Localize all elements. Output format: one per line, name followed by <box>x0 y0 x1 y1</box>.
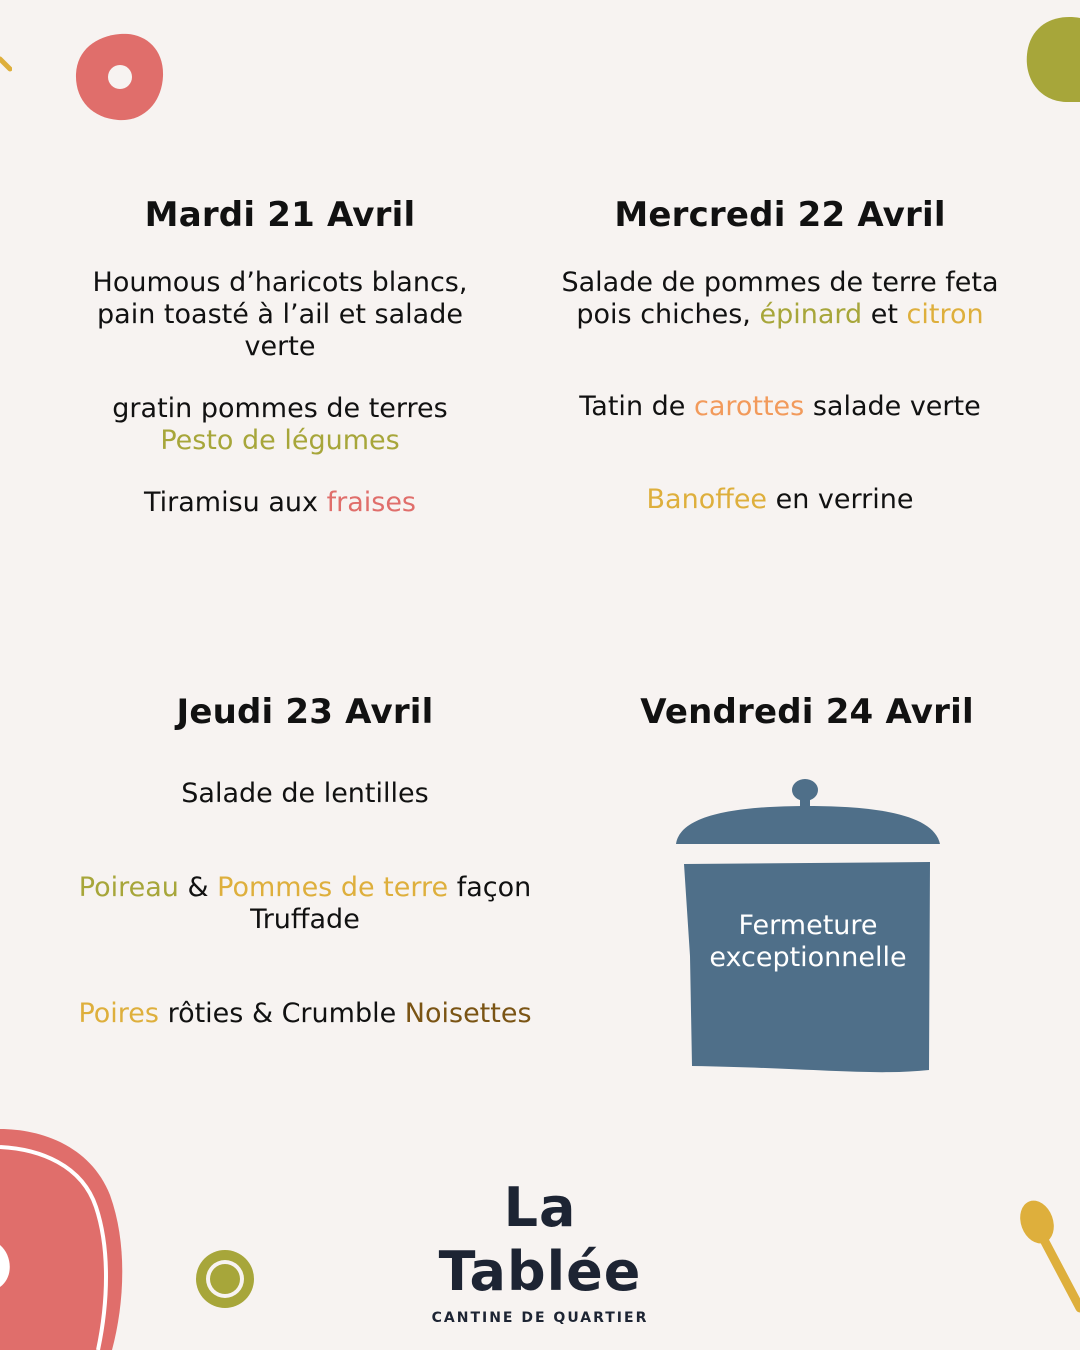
dish-highlight: épinard <box>759 299 863 330</box>
dish-main <box>60 872 550 936</box>
closure-line: exceptionnelle <box>709 942 907 973</box>
dish-text: pois chiches, <box>576 299 760 330</box>
dish-highlight: carottes <box>693 391 805 422</box>
day-title: Mercredi 22 Avril <box>614 195 946 235</box>
day-wednesday <box>550 195 1010 535</box>
dish-text: Tiramisu aux <box>144 487 327 518</box>
dish-text: Tatin de <box>579 391 694 422</box>
brand-logo <box>410 1176 670 1326</box>
dish-main <box>550 391 1010 423</box>
day-title: Mardi 21 Avril <box>144 195 416 235</box>
dish-text: gratin pommes de terres <box>112 393 448 424</box>
dish-highlight: citron <box>906 299 984 330</box>
yellow-stroke-icon <box>0 55 12 81</box>
dish-text: rôties & Crumble <box>158 998 405 1029</box>
brand-name: La Tablée <box>438 1176 642 1303</box>
dish-text: Salade de lentilles <box>181 778 429 809</box>
dish-highlight: fraises <box>326 487 416 518</box>
dish-starter <box>550 267 1010 331</box>
closure-notice <box>690 910 926 974</box>
brand-tagline: CANTINE DE QUARTIER <box>431 1310 649 1326</box>
dish-text: façon <box>448 872 532 903</box>
dish-highlight: Pesto de légumes <box>160 425 400 456</box>
dish-main <box>80 393 480 457</box>
dish-starter <box>60 778 550 810</box>
dish-dessert <box>550 484 1010 516</box>
day-tuesday <box>80 195 480 535</box>
red-plate-icon <box>0 1125 130 1350</box>
dish-highlight: Poires <box>78 998 159 1029</box>
dish-highlight: Banoffee <box>646 484 768 515</box>
red-donut-icon <box>70 30 170 126</box>
dish-text: en verrine <box>767 484 914 515</box>
olive-ring-icon <box>194 1248 256 1310</box>
day-title: Jeudi 23 Avril <box>176 692 434 732</box>
dish-highlight: Noisettes <box>404 998 532 1029</box>
closure-line: Fermeture <box>738 910 878 941</box>
olive-blob-icon <box>1024 14 1080 106</box>
dish-text: Truffade <box>250 904 360 935</box>
dish-highlight: Pommes de terre <box>217 872 449 903</box>
dish-text: & <box>178 872 218 903</box>
dish-starter <box>80 267 480 363</box>
day-friday <box>600 692 1014 752</box>
dish-text: Salade de pommes de terre feta <box>561 267 999 298</box>
day-thursday <box>60 692 550 1042</box>
dish-highlight: Poireau <box>78 872 179 903</box>
spoon-icon <box>1015 1198 1080 1318</box>
day-title: Vendredi 24 Avril <box>640 692 974 732</box>
dish-text: et <box>862 299 907 330</box>
dish-text: salade verte <box>804 391 981 422</box>
dish-dessert <box>80 487 480 519</box>
dish-text: Houmous d’haricots blancs, pain toasté à l’ail et salade verte <box>92 267 468 362</box>
dish-dessert <box>60 998 550 1030</box>
